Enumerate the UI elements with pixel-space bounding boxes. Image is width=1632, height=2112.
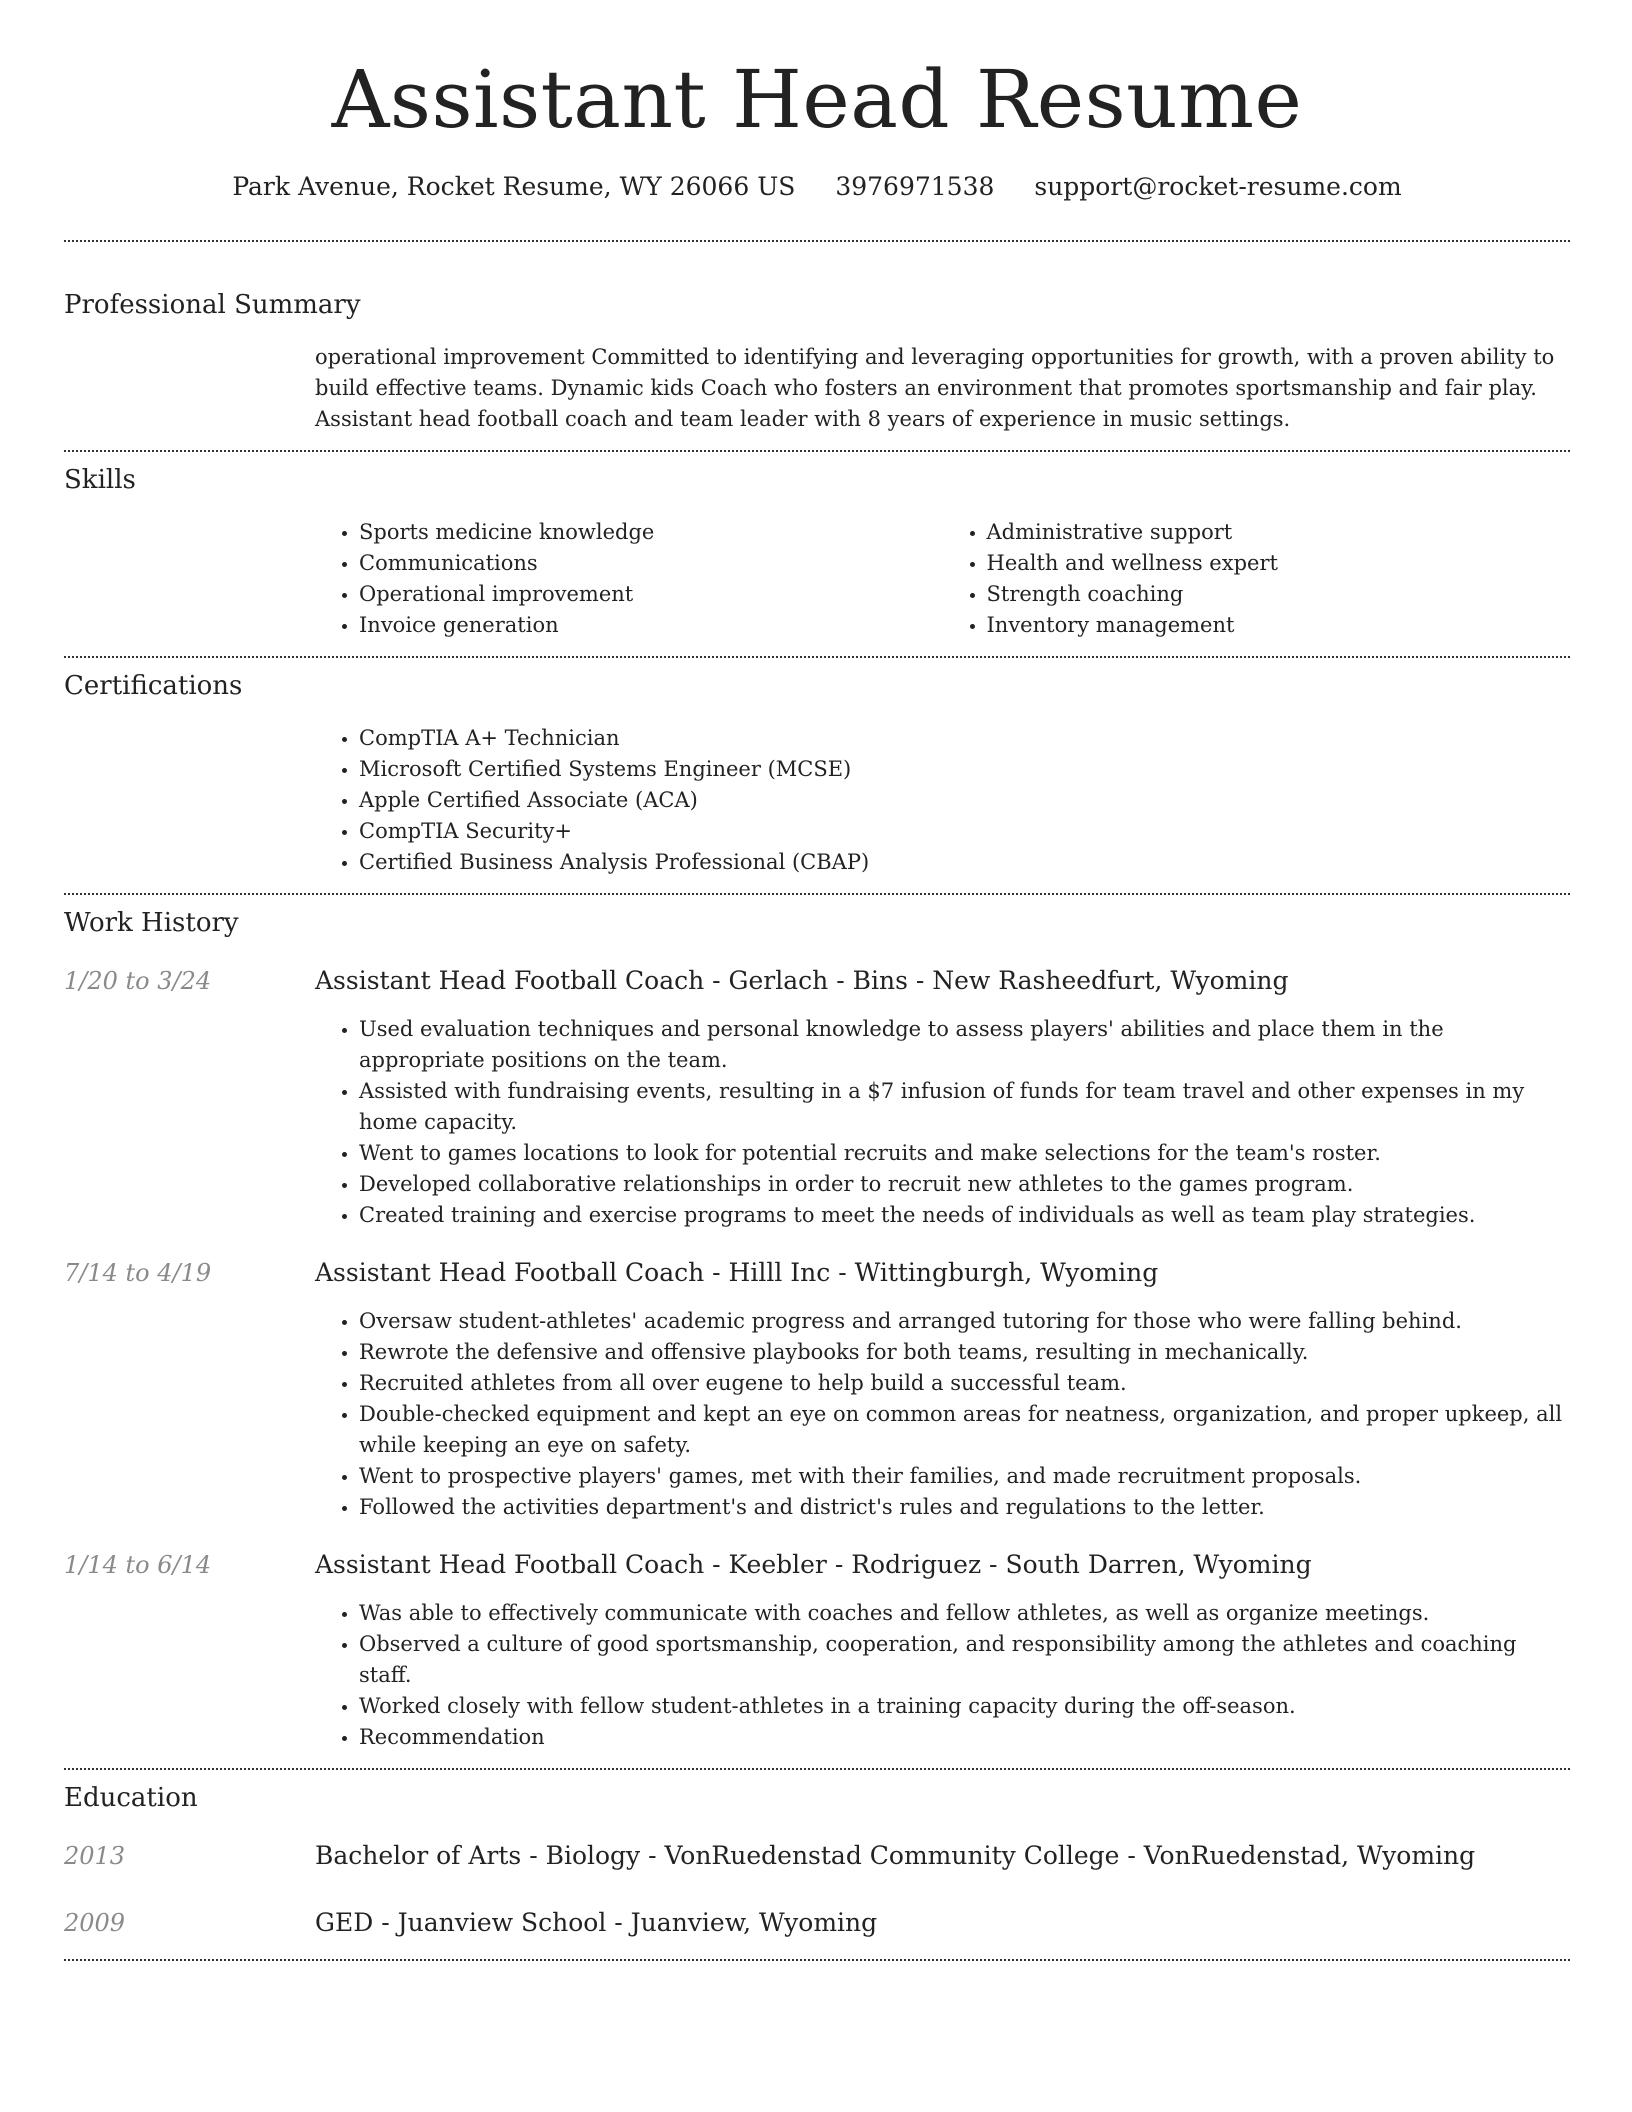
section-title-skills: Skills [64, 465, 136, 495]
list-item: • Followed the activities department's and district's rules and regulations to the letter. [359, 1492, 1570, 1523]
education-text: GED - Juanview School - Juanview, Wyoming [315, 1908, 878, 1937]
divider [64, 1959, 1570, 1961]
job-entry [64, 1256, 1570, 1523]
resume-page [64, 0, 1570, 1961]
list-item: • Worked closely with fellow student-athletes in a training capacity during the off-season. [359, 1691, 1570, 1722]
section-title-education: Education [64, 1783, 198, 1813]
summary-text: operational improvement Committed to identifying and leveraging opportunities for growth, with a proven ability to build effective teams. Dynamic kids Coach who fosters an environment that promotes sportsmanship and fair play. Assistant head football coach and team leader with 8 years of experience in music settings. [315, 345, 1555, 431]
list-item: • Recommendation [359, 1722, 1570, 1753]
contact-line [64, 170, 1570, 204]
job-heading: Assistant Head Football Coach - Gerlach - Bins - New Rasheedfurt, Wyoming [315, 966, 1289, 995]
skills-list-right [943, 517, 1571, 641]
job-date: 1/14 to 6/14 [64, 1551, 212, 1579]
education-date: 2009 [64, 1909, 126, 1937]
list-item: • Was able to effectively communicate with coaches and fellow athletes, as well as organize meetings. [359, 1598, 1570, 1629]
list-item: • Invoice generation [359, 610, 943, 641]
list-item: • Communications [359, 548, 943, 579]
job-entry [64, 964, 1570, 1231]
list-item: • Rewrote the defensive and offensive playbooks for both teams, resulting in mechanically. [359, 1337, 1570, 1368]
list-item: • Administrative support [987, 517, 1571, 548]
list-item: • Went to prospective players' games, met with their families, and made recruitment proposals. [359, 1461, 1570, 1492]
certifications-section [64, 658, 1570, 878]
section-title-work-history: Work History [64, 908, 239, 938]
work-history-section [64, 895, 1570, 1753]
list-item: • Sports medicine knowledge [359, 517, 943, 548]
list-item: • Health and wellness expert [987, 548, 1571, 579]
resume-header [64, 0, 1570, 204]
list-item: • CompTIA Security+ [359, 816, 1570, 847]
list-item: • Apple Certified Associate (ACA) [359, 785, 1570, 816]
list-item: • Created training and exercise programs to meet the needs of individuals as well as team play strategies. [359, 1200, 1570, 1231]
certifications-list [315, 723, 1570, 878]
list-item: • Operational improvement [359, 579, 943, 610]
contact-address: Park Avenue, Rocket Resume, WY 26066 US [232, 172, 796, 201]
education-entry [64, 1906, 1570, 1940]
job-entry [64, 1548, 1570, 1753]
list-item: • Went to games locations to look for potential recruits and make selections for the team's roster. [359, 1138, 1570, 1169]
contact-phone: 3976971538 [835, 172, 995, 201]
summary-section [64, 242, 1570, 435]
section-title-certifications: Certifications [64, 671, 243, 701]
job-heading: Assistant Head Football Coach - Keebler - Rodriguez - South Darren, Wyoming [315, 1550, 1312, 1579]
education-text: Bachelor of Arts - Biology - VonRuedenstad Community College - VonRuedenstad, Wyoming [315, 1841, 1476, 1870]
list-item: • CompTIA A+ Technician [359, 723, 1570, 754]
list-item: • Inventory management [987, 610, 1571, 641]
resume-title: Assistant Head Resume [331, 53, 1303, 146]
education-entry [64, 1839, 1570, 1873]
list-item: • Recruited athletes from all over eugene to help build a successful team. [359, 1368, 1570, 1399]
job-bullets [315, 1306, 1570, 1523]
list-item: • Assisted with fundraising events, resulting in a $7 infusion of funds for team travel and other expenses in my home capacity. [359, 1076, 1570, 1138]
job-heading: Assistant Head Football Coach - Hilll Inc - Wittingburgh, Wyoming [315, 1258, 1159, 1287]
list-item: • Developed collaborative relationships in order to recruit new athletes to the games program. [359, 1169, 1570, 1200]
list-item: • Observed a culture of good sportsmanship, cooperation, and responsibility among the athletes and coaching staff. [359, 1629, 1570, 1691]
list-item: • Double-checked equipment and kept an eye on common areas for neatness, organization, and proper upkeep, all while keeping an eye on safety. [359, 1399, 1570, 1461]
skills-section [64, 452, 1570, 641]
list-item: • Oversaw student-athletes' academic progress and arranged tutoring for those who were falling behind. [359, 1306, 1570, 1337]
list-item: • Used evaluation techniques and personal knowledge to assess players' abilities and place them in the appropriate positions on the team. [359, 1014, 1570, 1076]
job-bullets [315, 1014, 1570, 1231]
summary-content [315, 342, 1570, 435]
certifications-content [315, 723, 1570, 878]
skills-list-left [315, 517, 943, 641]
education-date: 2013 [64, 1842, 126, 1870]
list-item: • Certified Business Analysis Professional (CBAP) [359, 847, 1570, 878]
job-bullets [315, 1598, 1570, 1753]
list-item: • Microsoft Certified Systems Engineer (MCSE) [359, 754, 1570, 785]
contact-email: support@rocket-resume.com [1034, 172, 1402, 201]
job-date: 1/20 to 3/24 [64, 967, 212, 995]
list-item: • Strength coaching [987, 579, 1571, 610]
section-title-summary: Professional Summary [64, 290, 361, 320]
education-section [64, 1770, 1570, 1940]
job-date: 7/14 to 4/19 [64, 1259, 212, 1287]
skills-grid [315, 517, 1570, 641]
